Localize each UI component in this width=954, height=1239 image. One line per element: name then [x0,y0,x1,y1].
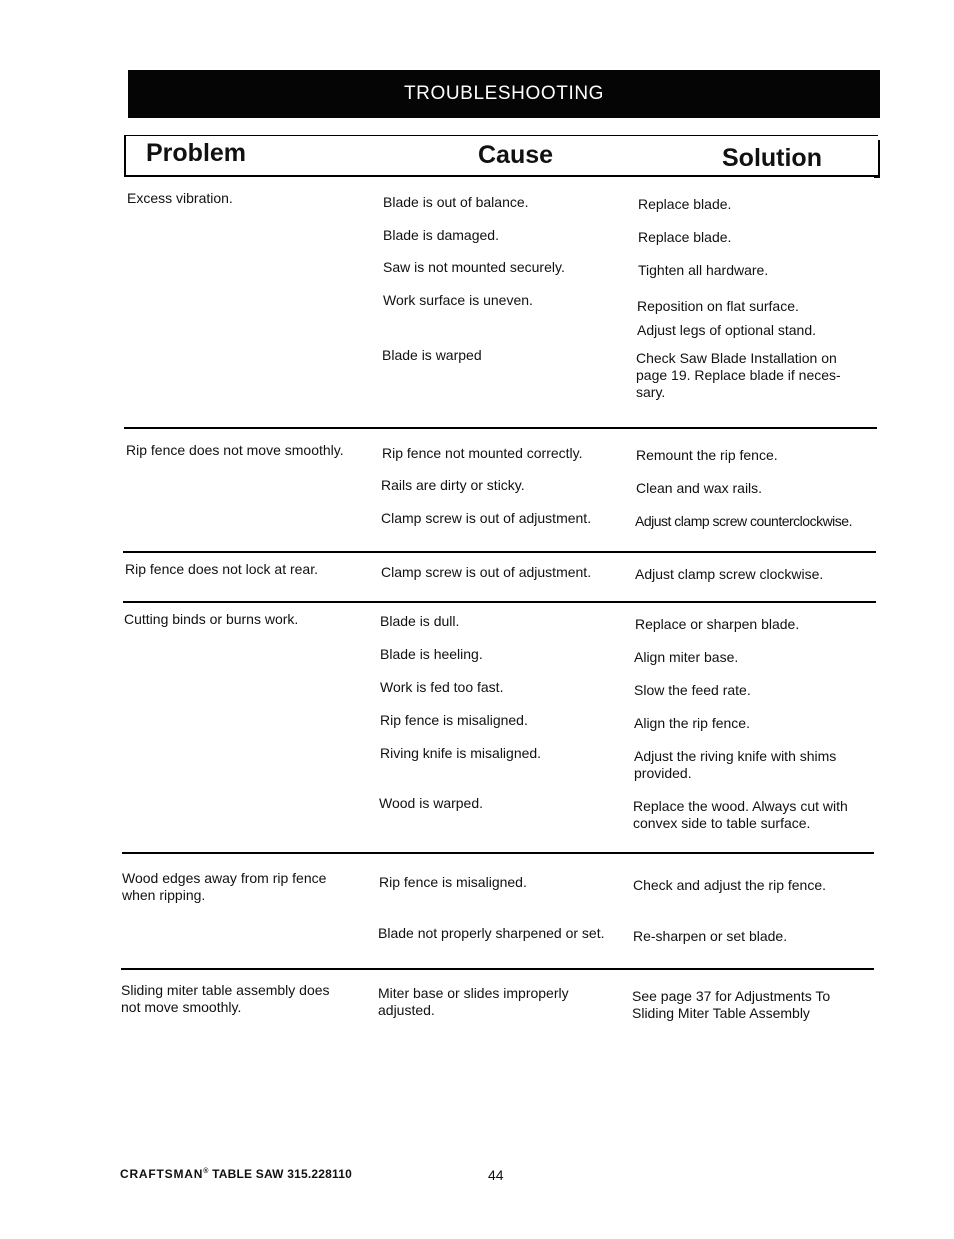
solution-text: Align miter base. [634,649,739,665]
solution-text: Remount the rip fence. [636,447,778,463]
cause-text: Rip fence not mounted correctly. [382,445,583,461]
solution-text: Replace or sharpen blade. [635,616,800,632]
footer-model-text: TABLE SAW 315.228110 [212,1167,352,1181]
footer-model [120,1167,352,1181]
row-divider [122,852,874,854]
solution-text: Reposition on flat surface. Adjust legs of optional stand. [637,298,817,338]
cause-text: Blade is dull. [380,613,460,629]
cause-text: Blade is warped [382,347,482,363]
cause-text: Work surface is uneven. [383,292,533,308]
cause-text: Miter base or slides improperly adjusted. [378,985,569,1018]
cause-text: Riving knife is misaligned. [380,745,542,761]
header-bracket-left [124,135,130,177]
cause-text: Rip fence is misaligned. [380,712,528,728]
solution-text: Check Saw Blade Installation on page 19. Replace blade if neces- sary. [636,350,841,400]
cause-text: Rails are dirty or sticky. [381,477,525,493]
solution-text: Align the rip fence. [634,715,750,731]
solution-text: Re-sharpen or set blade. [633,928,788,944]
cause-text: Clamp screw is out of adjustment. [381,510,592,526]
column-header-solution: Solution [722,144,822,172]
row-divider [123,601,876,603]
cause-text: Work is fed too fast. [380,679,504,695]
column-header-cause: Cause [478,141,554,169]
header-top-rule [124,135,878,136]
row-divider [123,551,876,553]
cause-text: Blade is damaged. [383,227,499,243]
problem-text: Excess vibration. [127,190,233,206]
solution-text: Replace blade. [638,196,732,212]
cause-text: Rip fence is misaligned. [379,874,527,890]
cause-text: Saw is not mounted securely. [383,259,565,275]
solution-text: See page 37 for Adjustments To Sliding Miter Table Assembly [632,988,831,1021]
solution-text: Tighten all hardware. [638,262,769,278]
row-divider [121,968,874,970]
trademark-mark: ® [203,1168,209,1175]
column-header-problem: Problem [146,139,247,167]
problem-text: Cutting binds or burns work. [124,611,299,627]
problem-text: Rip fence does not move smoothly. [126,442,344,458]
solution-text: Adjust the riving knife with shims provided. [634,748,837,781]
solution-text: Adjust clamp screw counterclockwise. [635,513,852,529]
solution-text: Check and adjust the rip fence. [633,877,827,893]
solution-text: Replace the wood. Always cut with convex side to table surface. [633,798,848,831]
cause-text: Wood is warped. [379,795,484,811]
solution-text: Slow the feed rate. [634,682,751,698]
craftsman-logo: CRAFTSMAN [120,1167,204,1181]
header-bottom-rule [124,175,878,177]
solution-text: Replace blade. [638,229,732,245]
problem-text: Sliding miter table assembly does not move smoothly. [121,982,330,1015]
solution-text: Adjust clamp screw clockwise. [635,566,824,582]
cause-text: Blade not properly sharpened or set. [378,925,605,941]
banner-title: TROUBLESHOOTING [403,83,605,104]
page-number: 44 [488,1167,504,1183]
solution-text: Clean and wax rails. [636,480,763,496]
header-bracket-right [874,140,880,178]
row-divider [124,427,877,429]
section-banner [128,70,880,118]
cause-text: Blade is out of balance. [383,194,529,210]
problem-text: Wood edges away from rip fence when ripping. [122,870,327,903]
cause-text: Clamp screw is out of adjustment. [381,564,592,580]
cause-text: Blade is heeling. [380,646,483,662]
problem-text: Rip fence does not lock at rear. [125,561,318,577]
